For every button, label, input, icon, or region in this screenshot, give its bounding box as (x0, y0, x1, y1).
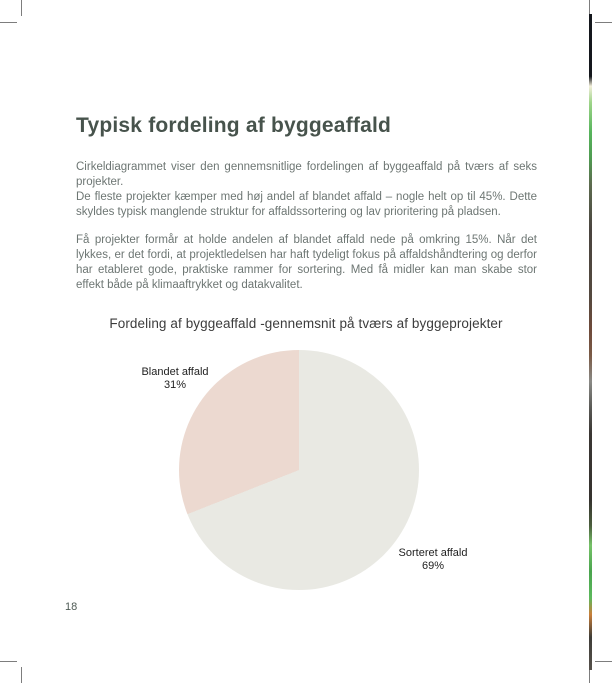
paragraph-intro (76, 160, 537, 220)
paragraph-detail: Få projekter formår at holde andelen af blandet affald nede på omkring 15%. Når det lykkes, er det fordi, at projektledelsen har haft tydeligt fokus på affaldshåndtering og derfor har etableret gode, praktiske rammer for sortering. Med få midler kan man skabe stor effekt både på klimaaftrykket og datakvalitet. (76, 234, 537, 291)
crop-mark-bottom-left-horizontal (0, 661, 17, 662)
facing-page-edge-sliver (589, 14, 592, 670)
pie-slice-label-text: Blandet affald (141, 366, 209, 378)
pie-slice-label-text: Sorteret affald (398, 547, 468, 559)
paragraph-intro-line-1: Cirkeldiagrammet viser den gennemsnitlige fordelingen af byggeaffald på tværs af seks projekter. (76, 161, 537, 188)
pie-slice-value: 69% (421, 560, 445, 572)
pie-slice-value: 31% (163, 379, 187, 391)
paragraph-intro-line-2: De fleste projekter kæmper med høj andel af blandet affald – nogle helt op til 45%. Dette skyldes typisk manglende struktur for affaldssortering og lav prioritering på pladsen. (76, 191, 537, 218)
crop-mark-bottom-left-vertical (21, 667, 22, 683)
crop-mark-top-right-horizontal (595, 22, 612, 23)
crop-mark-top-left-vertical (21, 0, 22, 16)
page-number: 18 (65, 601, 78, 613)
pie-slice-label-sorteret (368, 547, 498, 573)
chart-title: Fordeling af byggeaffald -gennemsnit på tværs af byggeprojekter (109, 316, 503, 331)
page-title: Typisk fordeling af byggeaffald (76, 114, 392, 138)
crop-mark-top-left-horizontal (0, 22, 17, 23)
crop-mark-bottom-right-horizontal (595, 661, 612, 662)
pie-slice-label-blandet (110, 366, 240, 392)
